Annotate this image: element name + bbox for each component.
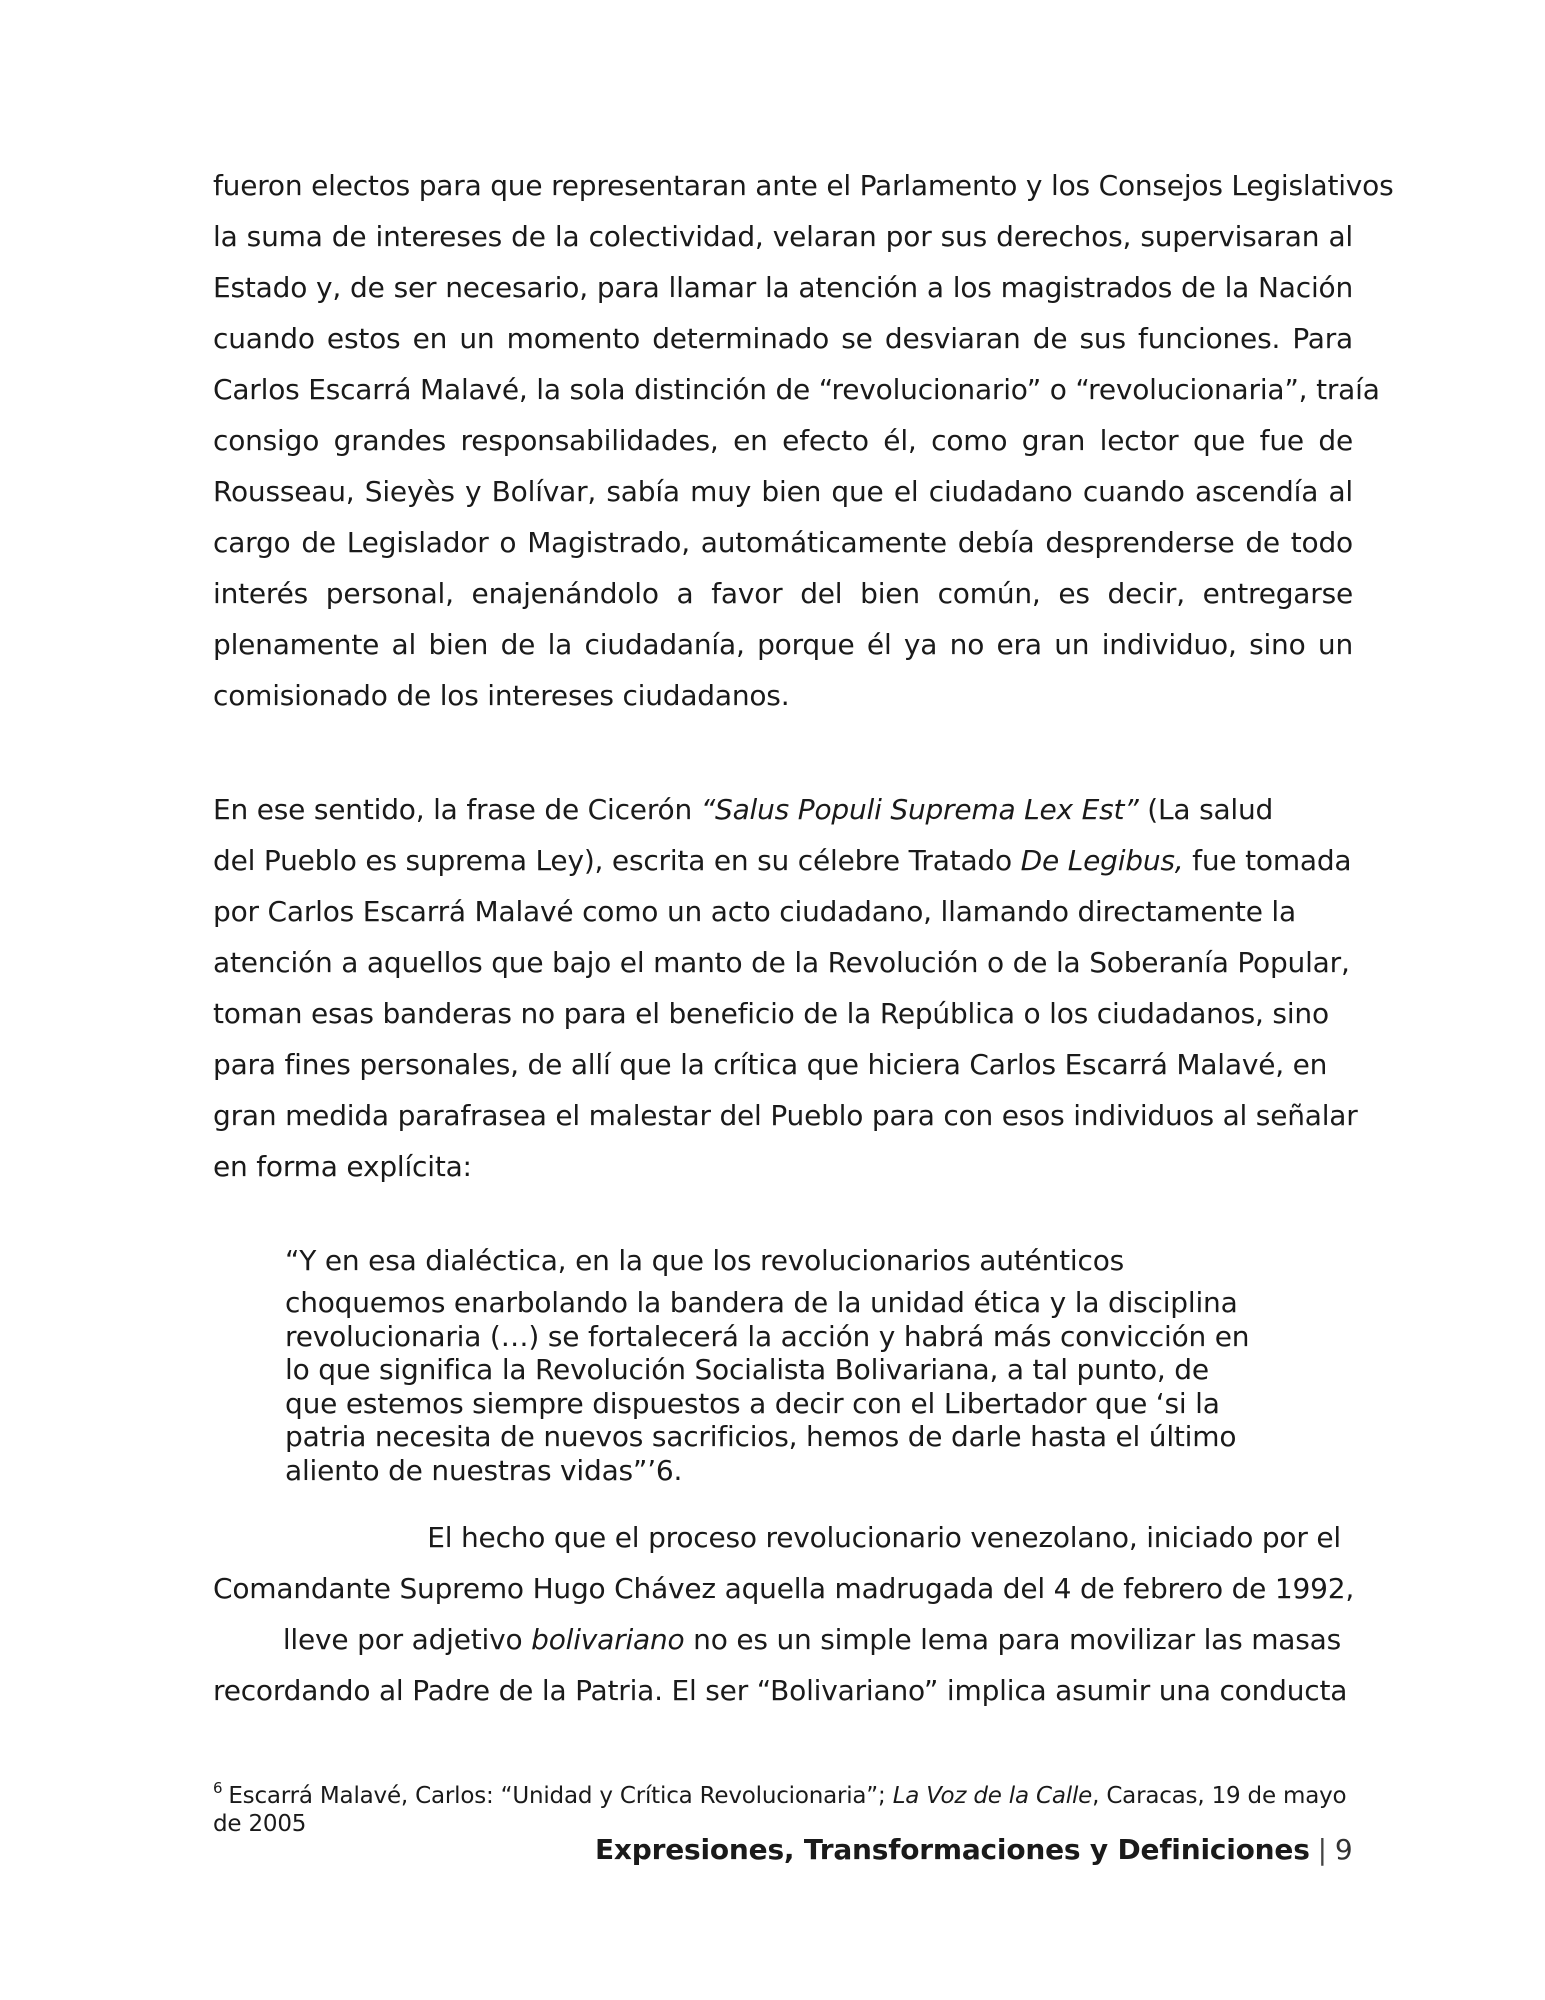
text-run: no es un simple lema para movilizar las masas [684,1623,1341,1656]
footnote-marker: 6 [213,1779,223,1797]
paragraph-line: para fines personales, de allí que la crítica que hiciera Carlos Escarrá Malavé, en [213,1048,1328,1081]
paragraph-line [213,784,1353,835]
italic-treatise-title: De Legibus, [1020,844,1184,877]
quote-line: “Y en esa dialéctica, en la que los revolucionarios auténticos [285,1244,1125,1277]
paragraph-line: por Carlos Escarrá Malavé como un acto ciudadano, llamando directamente la [213,895,1296,928]
paragraph-line: toman esas banderas no para el beneficio de la República o los ciudadanos, sino [213,997,1329,1030]
paragraph-line: cuando estos en un momento determinado se desviaran de sus funciones. Para [213,322,1353,355]
paragraph-line: gran medida parafrasea el malestar del Pueblo para con esos individuos al señalar [213,1099,1358,1132]
paragraph-line [213,835,1353,886]
footnote [213,1774,1353,1838]
paragraph-line: comisionado de los intereses ciudadanos. [213,679,790,712]
paragraph-2 [213,784,1358,1192]
quote-line: patria necesita de nuevos sacrificios, hemos de darle hasta el último [285,1420,1237,1453]
paragraph-line: Comandante Supremo Hugo Chávez aquella madrugada del 4 de febrero de 1992, [213,1572,1355,1605]
quote-line: aliento de nuestras vidas”’6. [285,1453,683,1487]
paragraph-line [213,1614,1341,1665]
footnote-text: Escarrá Malavé, Carlos: “Unidad y Crítica Revolucionaria”; [228,1783,893,1809]
paragraph-line: la suma de intereses de la colectividad, velaran por sus derechos, supervisaran al [213,220,1353,253]
text-run: fue tomada [1183,844,1352,877]
paragraph-line: atención a aquellos que bajo el manto de la Revolución o de la Soberanía Popular, [213,946,1350,979]
paragraph-line: en forma explícita: [213,1150,472,1183]
quote-line: que estemos siempre dispuestos a decir con el Libertador que ‘si la [285,1386,1220,1420]
footnote-line [213,1774,1353,1810]
paragraph-line: cargo de Legislador o Magistrado, automáticamente debía desprenderse de todo [213,526,1353,559]
quote-line: lo que significa la Revolución Socialista Bolivariana, a tal punto, de [285,1353,1209,1386]
text-run: lleve por adjetivo [282,1623,532,1656]
paragraph-line: fueron electos para que representaran ante el Parlamento y los Consejos Legislativos [213,169,1394,202]
text-run: En ese sentido, la frase de Cicerón [213,793,701,826]
italic-word: bolivariano [531,1623,685,1656]
text-run: del Pueblo es suprema Ley), escrita en su célebre Tratado [213,844,1021,877]
paragraph-line: plenamente al bien de la ciudadanía, porque él ya no era un individuo, sino un [213,628,1353,661]
quote-line: choquemos enarbolando la bandera de la unidad ética y la disciplina [285,1286,1238,1319]
page-number: 9 [1334,1833,1353,1866]
footnote-source-title: La Voz de la Calle [892,1783,1093,1809]
footer-separator: | [1317,1833,1327,1866]
paragraph-line: recordando al Padre de la Patria. El ser “Bolivariano” implica asumir una conducta [213,1674,1348,1707]
block-quote [285,1240,1250,1487]
paragraph-line: Estado y, de ser necesario, para llamar la atención a los magistrados de la Nación [213,271,1353,304]
paragraph-line: El hecho que el proceso revolucionario venezolano, iniciado por el [427,1521,1341,1554]
page-footer [595,1830,1353,1870]
paragraph-1 [213,160,1394,721]
footnote-line: de 2005 [213,1811,307,1837]
paragraph-line: Carlos Escarrá Malavé, la sola distinción de “revolucionario” o “revolucionaria”, traía [213,373,1380,406]
quote-line: revolucionaria (…) se fortalecerá la acción y habrá más convicción en [285,1319,1250,1353]
italic-latin-phrase: “Salus Populi Suprema Lex Est” [700,793,1139,826]
paragraph-line: interés personal, enajenándolo a favor del bien común, es decir, entregarse [213,577,1353,610]
paragraph-3 [213,1512,1355,1716]
footnote-text: , Caracas, 19 de mayo [1092,1783,1347,1809]
footer-title: Expresiones, Transformaciones y Definiciones [595,1833,1310,1866]
paragraph-line: Rousseau, Sieyès y Bolívar, sabía muy bien que el ciudadano cuando ascendía al [213,475,1353,508]
text-run: (La salud [1138,793,1274,826]
paragraph-line: consigo grandes responsabilidades, en efecto él, como gran lector que fue de [213,424,1353,457]
